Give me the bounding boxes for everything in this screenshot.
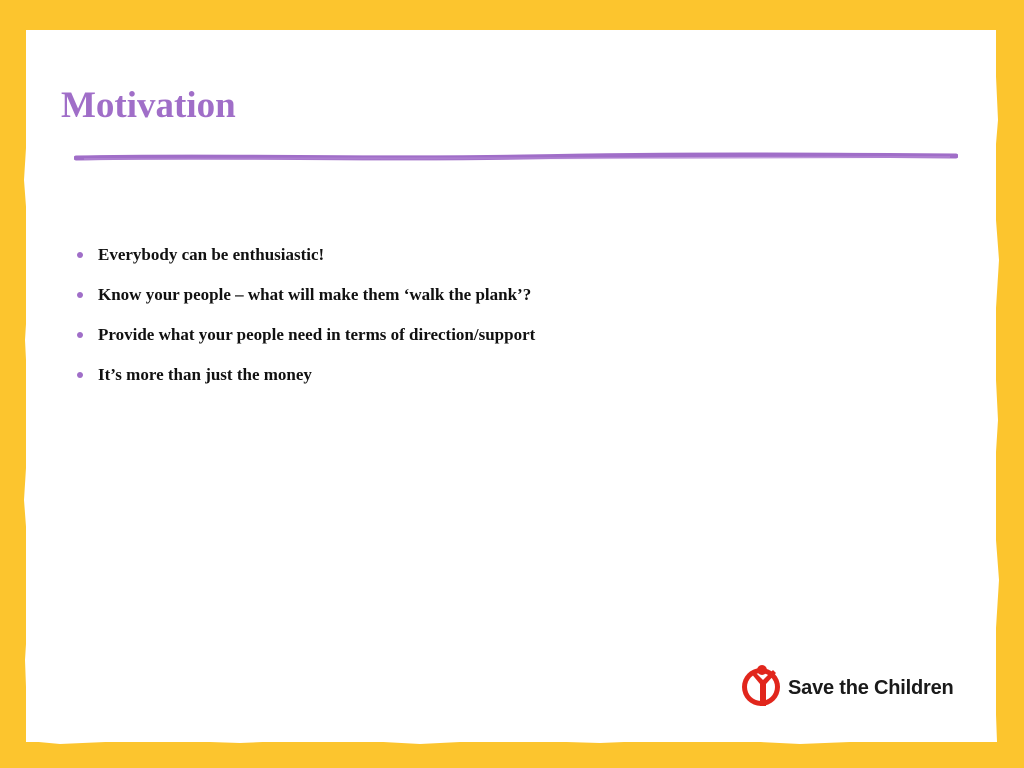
- bullet-item: [76, 320, 535, 360]
- bullet-dot-icon: [77, 292, 83, 298]
- save-the-children-logo: [740, 662, 962, 710]
- bullet-dot-icon: [77, 332, 83, 338]
- save-the-children-figure-icon: [740, 662, 784, 708]
- bullet-item: [76, 360, 535, 400]
- bullet-text: Everybody can be enthusiastic!: [98, 245, 325, 264]
- title-underline: [74, 150, 958, 164]
- slide-title: Motivation: [61, 85, 236, 126]
- bullet-item: [76, 280, 535, 320]
- bullet-dot-icon: [77, 252, 83, 258]
- bullet-text: Know your people – what will make them ‘walk the plank’?: [98, 285, 532, 304]
- bullet-text: Provide what your people need in terms of direction/support: [98, 325, 536, 344]
- bullet-dot-icon: [77, 372, 83, 378]
- bullet-list: [76, 240, 535, 400]
- bullet-text: It’s more than just the money: [98, 365, 312, 384]
- bullet-item: [76, 240, 535, 280]
- logo-text: Save the Children: [788, 677, 954, 699]
